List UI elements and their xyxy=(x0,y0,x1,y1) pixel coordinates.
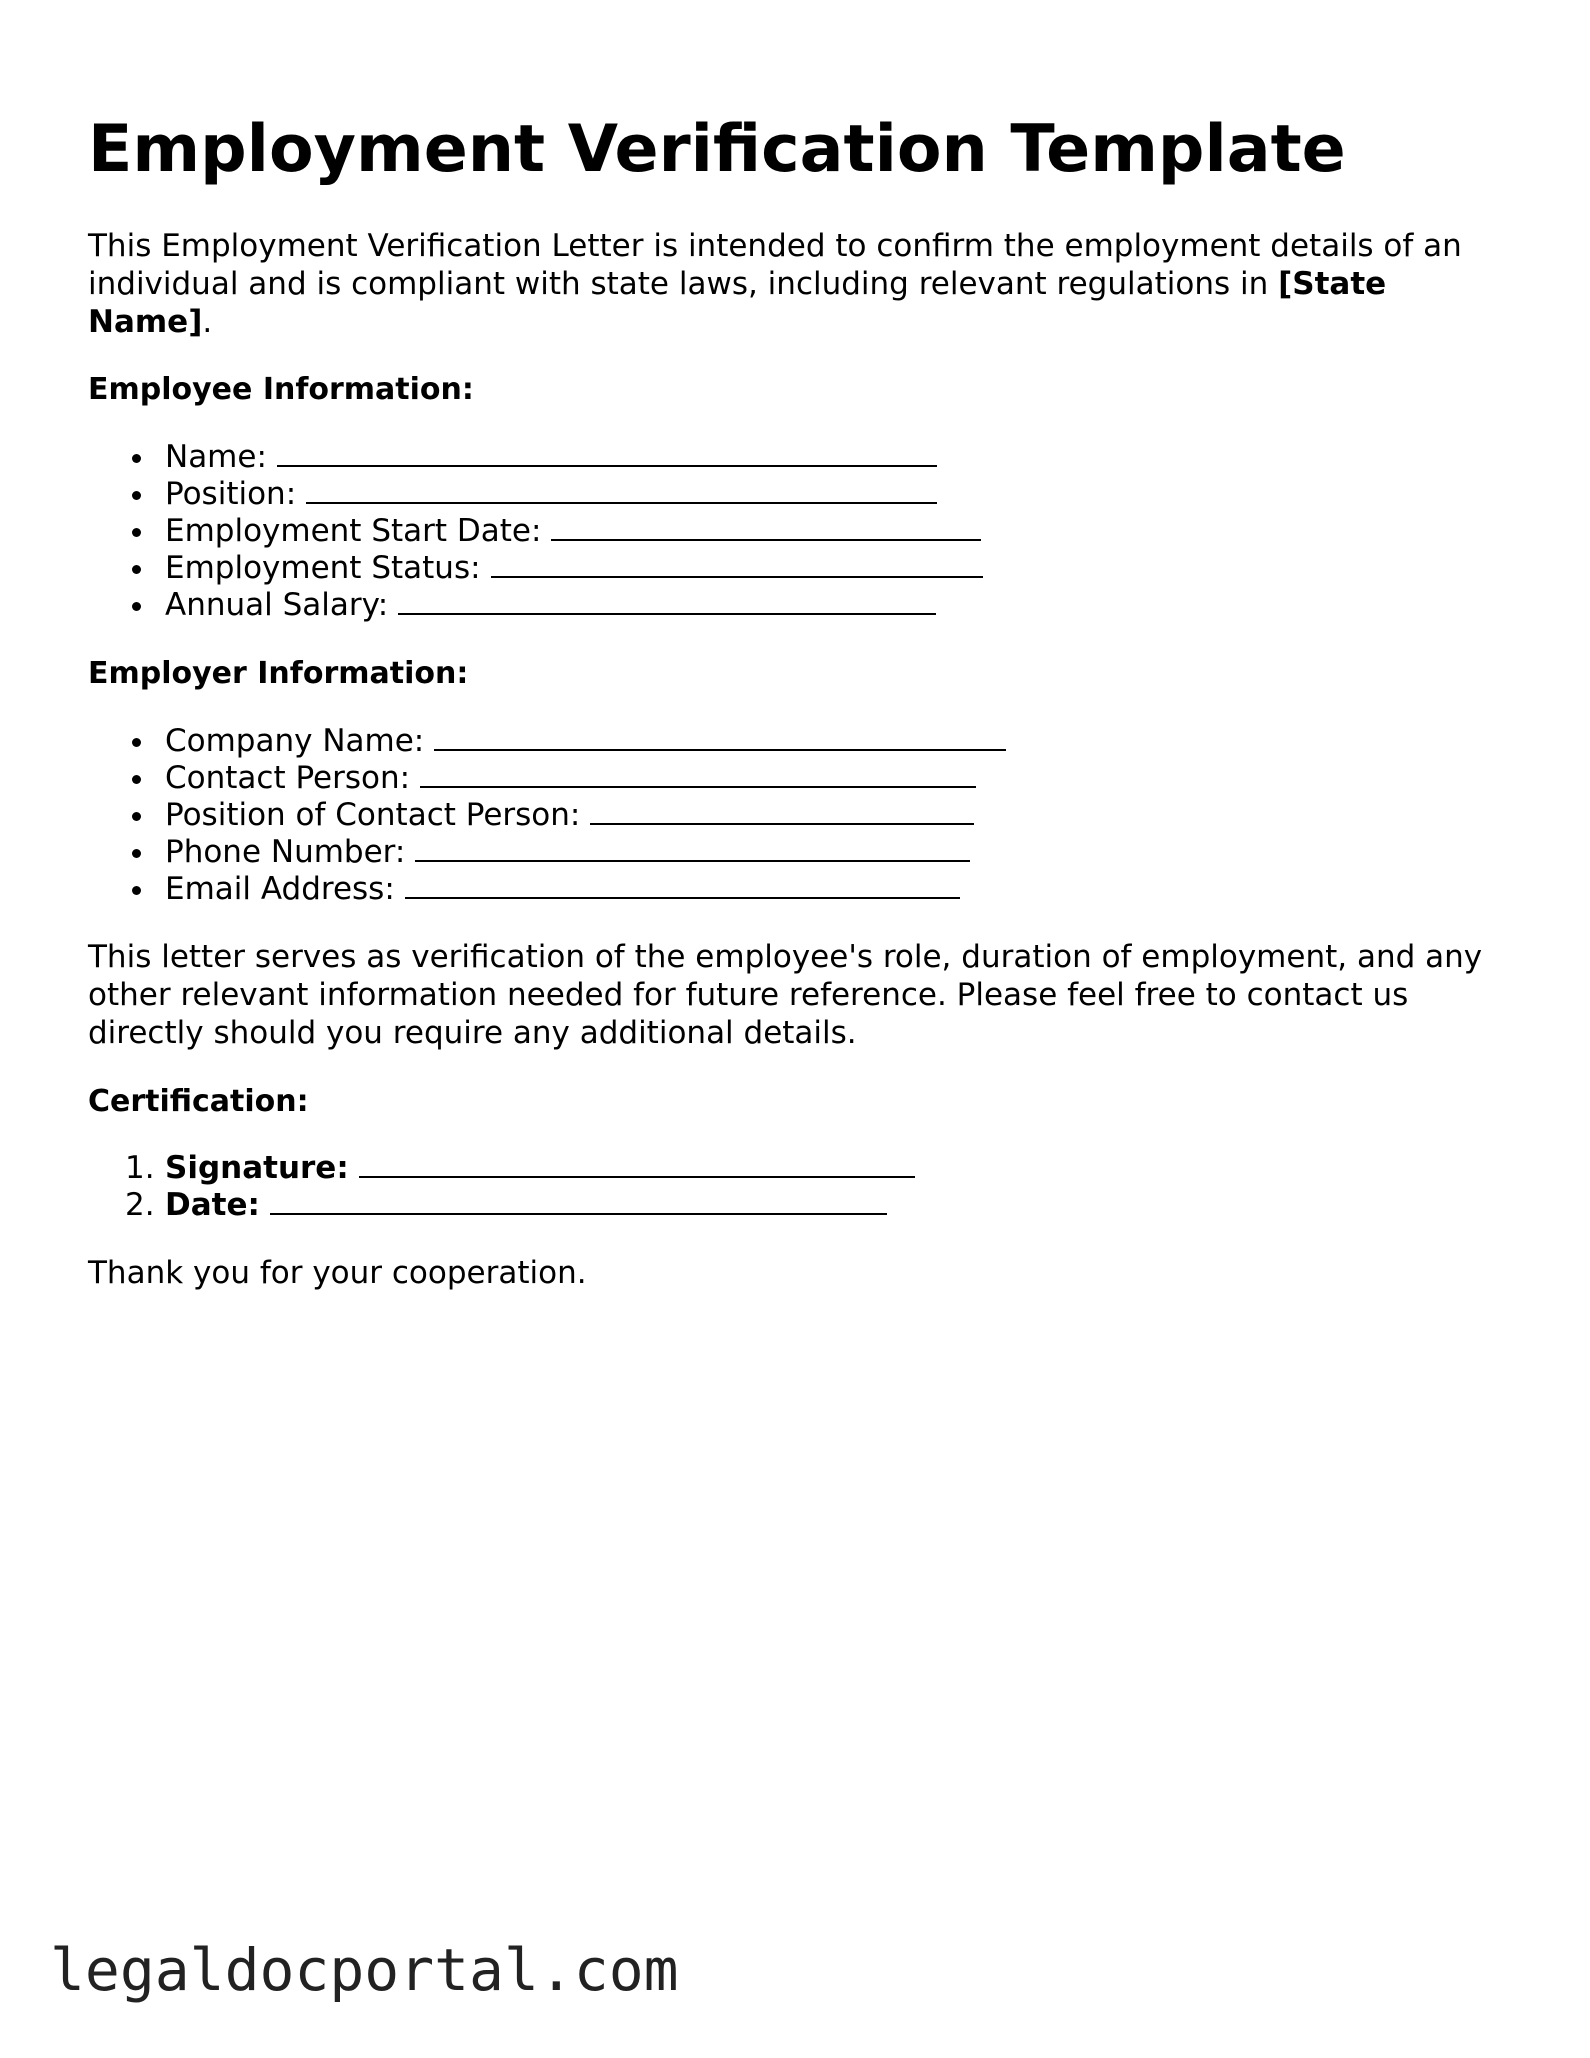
field-label: Position: xyxy=(165,476,297,512)
field-label: Contact Person: xyxy=(165,760,411,796)
thanks-text: Thank you for your cooperation. xyxy=(88,1255,587,1291)
list-item xyxy=(88,587,983,624)
annual-salary-blank-line[interactable] xyxy=(398,587,936,615)
certification-heading: Certification: xyxy=(88,1084,309,1119)
bullet-icon xyxy=(132,812,141,821)
field-label: Name: xyxy=(165,439,267,475)
list-item xyxy=(88,439,983,476)
list-item xyxy=(88,1187,915,1224)
bullet-icon xyxy=(132,738,141,747)
field-label: Company Name: xyxy=(165,723,425,759)
item-number: 1. xyxy=(125,1150,155,1186)
list-item xyxy=(88,797,1006,834)
list-item xyxy=(88,871,1006,908)
company-name-blank-line[interactable] xyxy=(434,723,1006,751)
state-name-placeholder: [State Name] xyxy=(88,266,1387,340)
field-label: Email Address: xyxy=(165,871,395,907)
contact-person-blank-line[interactable] xyxy=(420,760,976,788)
employer-information-list xyxy=(88,723,1006,908)
start-date-blank-line[interactable] xyxy=(551,513,981,541)
bullet-icon xyxy=(132,491,141,500)
list-item xyxy=(88,476,983,513)
list-item xyxy=(88,1150,915,1187)
date-blank-line[interactable] xyxy=(270,1187,887,1215)
bullet-icon xyxy=(132,454,141,463)
position-blank-line[interactable] xyxy=(306,476,937,504)
bullet-icon xyxy=(132,849,141,858)
item-number: 2. xyxy=(125,1187,155,1223)
site-logo: legaldocportal.com xyxy=(50,1936,679,2004)
field-label: Employment Start Date: xyxy=(165,513,542,549)
certification-list xyxy=(88,1150,915,1224)
employee-information-list xyxy=(88,439,983,624)
field-label: Annual Salary: xyxy=(165,587,389,623)
signature-blank-line[interactable] xyxy=(359,1150,915,1178)
list-item xyxy=(88,550,983,587)
contact-position-blank-line[interactable] xyxy=(590,797,974,825)
closing-paragraph: This letter serves as verification of the employee's role, duration of employment, and any other relevant information needed for future reference. Please feel free to contact us directly should you require any additional details. xyxy=(88,939,1483,1051)
email-address-blank-line[interactable] xyxy=(405,871,960,899)
list-item xyxy=(88,760,1006,797)
intro-text-after: . xyxy=(202,304,213,340)
bullet-icon xyxy=(132,565,141,574)
list-item xyxy=(88,513,983,550)
intro-text-before: This Employment Verification Letter is intended to confirm the employment details of an individual and is compliant with state laws, including relevant regulations in xyxy=(88,228,1462,302)
phone-number-blank-line[interactable] xyxy=(415,834,970,862)
bullet-icon xyxy=(132,602,141,611)
employer-information-heading: Employer Information: xyxy=(88,656,469,691)
employee-information-heading: Employee Information: xyxy=(88,372,474,407)
name-blank-line[interactable] xyxy=(277,439,937,467)
field-label: Position of Contact Person: xyxy=(165,797,581,833)
bullet-icon xyxy=(132,775,141,784)
field-label: Employment Status: xyxy=(165,550,481,586)
bullet-icon xyxy=(132,886,141,895)
employment-status-blank-line[interactable] xyxy=(491,550,983,578)
intro-paragraph xyxy=(88,227,1508,341)
list-item xyxy=(88,723,1006,760)
signature-label: Signature: xyxy=(165,1150,349,1186)
list-item xyxy=(88,834,1006,871)
bullet-icon xyxy=(132,528,141,537)
document-title: Employment Verification Template xyxy=(88,112,1346,187)
field-label: Phone Number: xyxy=(165,834,406,870)
date-label: Date: xyxy=(165,1187,260,1223)
